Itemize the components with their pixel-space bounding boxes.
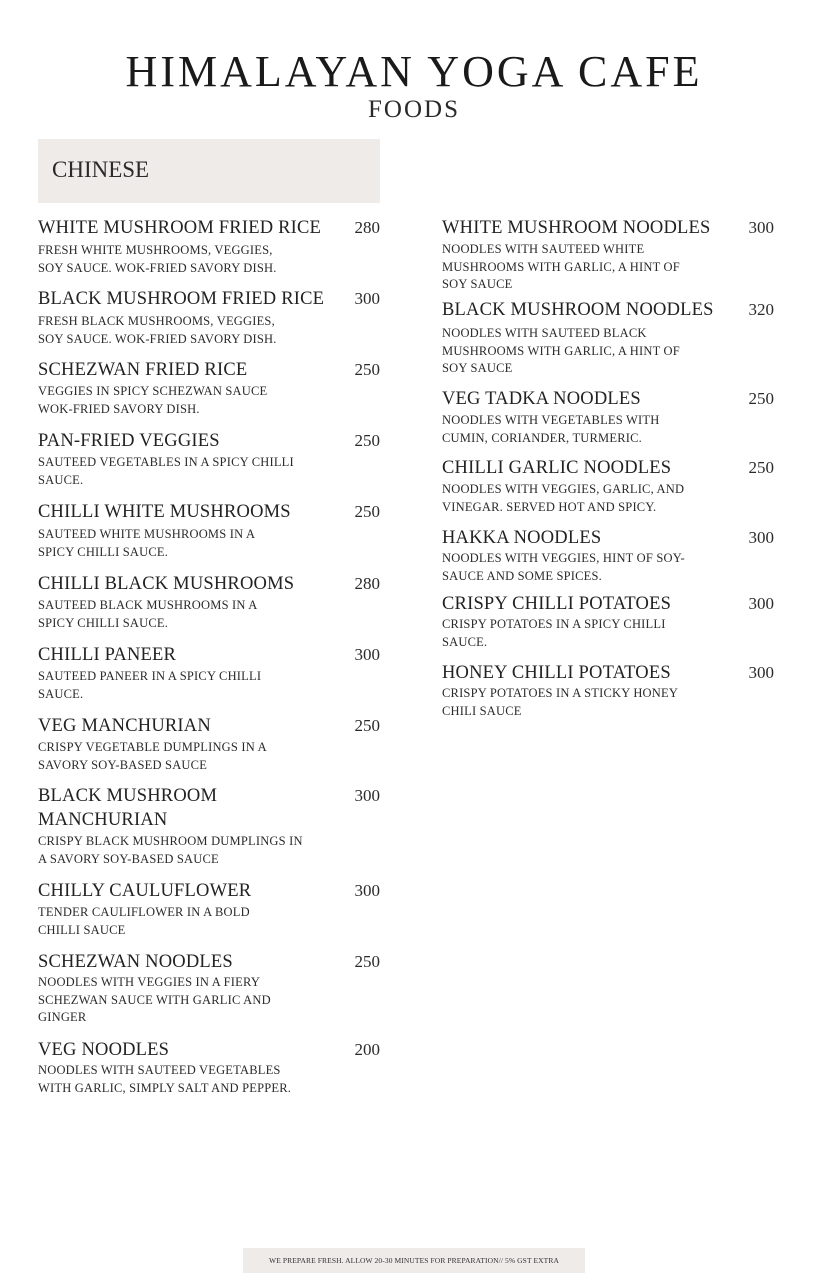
item-name: VEG MANCHURIAN bbox=[38, 716, 211, 736]
item-price: 200 bbox=[354, 1040, 380, 1059]
item-price: 280 bbox=[354, 574, 380, 593]
item-description: NOODLES WITH VEGGIES, HINT OF SOY-SAUCE AND SOME SPICES. bbox=[442, 551, 685, 583]
item-name: WHITE MUSHROOM NOODLES bbox=[442, 218, 711, 238]
item-price: 250 bbox=[354, 360, 380, 379]
item-name: BLACK MUSHROOM FRIED RICE bbox=[38, 289, 325, 309]
item-description: CRISPY BLACK MUSHROOM DUMPLINGS IN A SAVORY SOY-BASED SAUCE bbox=[38, 834, 303, 866]
item-description: FRESH WHITE MUSHROOMS, VEGGIES, SOY SAUCE. WOK-FRIED SAVORY DISH. bbox=[38, 243, 277, 275]
item-description: SAUTEED BLACK MUSHROOMS IN A SPICY CHILLI SAUCE. bbox=[38, 598, 257, 630]
item-name: WHITE MUSHROOM FRIED RICE bbox=[38, 218, 322, 238]
item-name: VEG NOODLES bbox=[38, 1040, 170, 1060]
item-description: VEGGIES IN SPICY SCHEZWAN SAUCE WOK-FRIED SAVORY DISH. bbox=[38, 384, 268, 416]
item-name: BLACK MUSHROOM NOODLES bbox=[442, 300, 714, 320]
item-name: VEG TADKA NOODLES bbox=[442, 389, 641, 409]
item-description: CRISPY POTATOES IN A STICKY HONEY CHILI SAUCE bbox=[442, 686, 678, 718]
item-name: HONEY CHILLI POTATOES bbox=[442, 663, 671, 683]
item-name: CHILLI BLACK MUSHROOMS bbox=[38, 574, 295, 594]
item-price: 300 bbox=[748, 528, 774, 547]
item-name: CRISPY CHILLI POTATOES bbox=[442, 594, 672, 614]
item-description: NOODLES WITH SAUTEED WHITE MUSHROOMS WITH GARLIC, A HINT OF SOY SAUCE bbox=[442, 242, 680, 291]
item-name: SCHEZWAN NOODLES bbox=[38, 952, 233, 972]
item-price: 300 bbox=[354, 881, 380, 900]
cafe-title: HIMALAYAN YOGA CAFE bbox=[125, 47, 703, 96]
item-description: SAUTEED PANEER IN A SPICY CHILLI SAUCE. bbox=[38, 669, 262, 701]
item-price: 250 bbox=[748, 458, 774, 477]
item-price: 250 bbox=[354, 431, 380, 450]
item-description: NOODLES WITH VEGETABLES WITH CUMIN, CORIANDER, TURMERIC. bbox=[442, 413, 660, 445]
item-price: 300 bbox=[354, 645, 380, 664]
item-description: NOODLES WITH SAUTEED BLACK MUSHROOMS WITH GARLIC, A HINT OF SOY SAUCE bbox=[442, 326, 680, 375]
item-description: TENDER CAULIFLOWER IN A BOLD CHILLI SAUCE bbox=[38, 905, 250, 937]
item-name: CHILLY CAULUFLOWER bbox=[38, 881, 252, 901]
item-description: NOODLES WITH VEGGIES IN A FIERY SCHEZWAN SAUCE WITH GARLIC AND GINGER bbox=[38, 975, 271, 1024]
item-description: FRESH BLACK MUSHROOMS, VEGGIES, SOY SAUCE. WOK-FRIED SAVORY DISH. bbox=[38, 314, 277, 346]
item-price: 300 bbox=[354, 289, 380, 308]
item-description: CRISPY VEGETABLE DUMPLINGS IN A SAVORY SOY-BASED SAUCE bbox=[38, 740, 267, 772]
item-price: 280 bbox=[354, 218, 380, 237]
item-description: CRISPY POTATOES IN A SPICY CHILLI SAUCE. bbox=[442, 617, 666, 649]
item-name: CHILLI WHITE MUSHROOMS bbox=[38, 502, 291, 522]
item-price: 300 bbox=[748, 218, 774, 237]
item-price: 250 bbox=[354, 716, 380, 735]
section-title: CHINESE bbox=[52, 157, 150, 182]
item-name: PAN-FRIED VEGGIES bbox=[38, 431, 220, 451]
item-name: CHILLI GARLIC NOODLES bbox=[442, 458, 672, 478]
footer-note: WE PREPARE FRESH. ALLOW 20-30 MINUTES FOR PREPARATION// 5% GST EXTRA bbox=[269, 1256, 559, 1265]
item-description: SAUTEED VEGETABLES IN A SPICY CHILLI SAUCE. bbox=[38, 455, 294, 487]
item-name: HAKKA NOODLES bbox=[442, 528, 602, 548]
footer-note-band bbox=[243, 1248, 585, 1273]
item-name: BLACK MUSHROOM MANCHURIAN bbox=[38, 786, 218, 830]
item-description: NOODLES WITH VEGGIES, GARLIC, AND VINEGAR. SERVED HOT AND SPICY. bbox=[442, 482, 685, 514]
item-price: 320 bbox=[748, 300, 774, 319]
item-name: CHILLI PANEER bbox=[38, 645, 177, 665]
item-price: 300 bbox=[748, 663, 774, 682]
menu-header bbox=[0, 48, 828, 124]
item-name: SCHEZWAN FRIED RICE bbox=[38, 360, 248, 380]
menu-subtitle: FOODS bbox=[368, 96, 460, 123]
item-price: 250 bbox=[354, 952, 380, 971]
section-header-band bbox=[38, 139, 380, 203]
item-description: NOODLES WITH SAUTEED VEGETABLES WITH GARLIC, SIMPLY SALT AND PEPPER. bbox=[38, 1063, 292, 1095]
item-price: 250 bbox=[354, 502, 380, 521]
item-price: 250 bbox=[748, 389, 774, 408]
item-price: 300 bbox=[748, 594, 774, 613]
item-description: SAUTEED WHITE MUSHROOMS IN A SPICY CHILLI SAUCE. bbox=[38, 527, 255, 559]
item-price: 300 bbox=[354, 786, 380, 805]
